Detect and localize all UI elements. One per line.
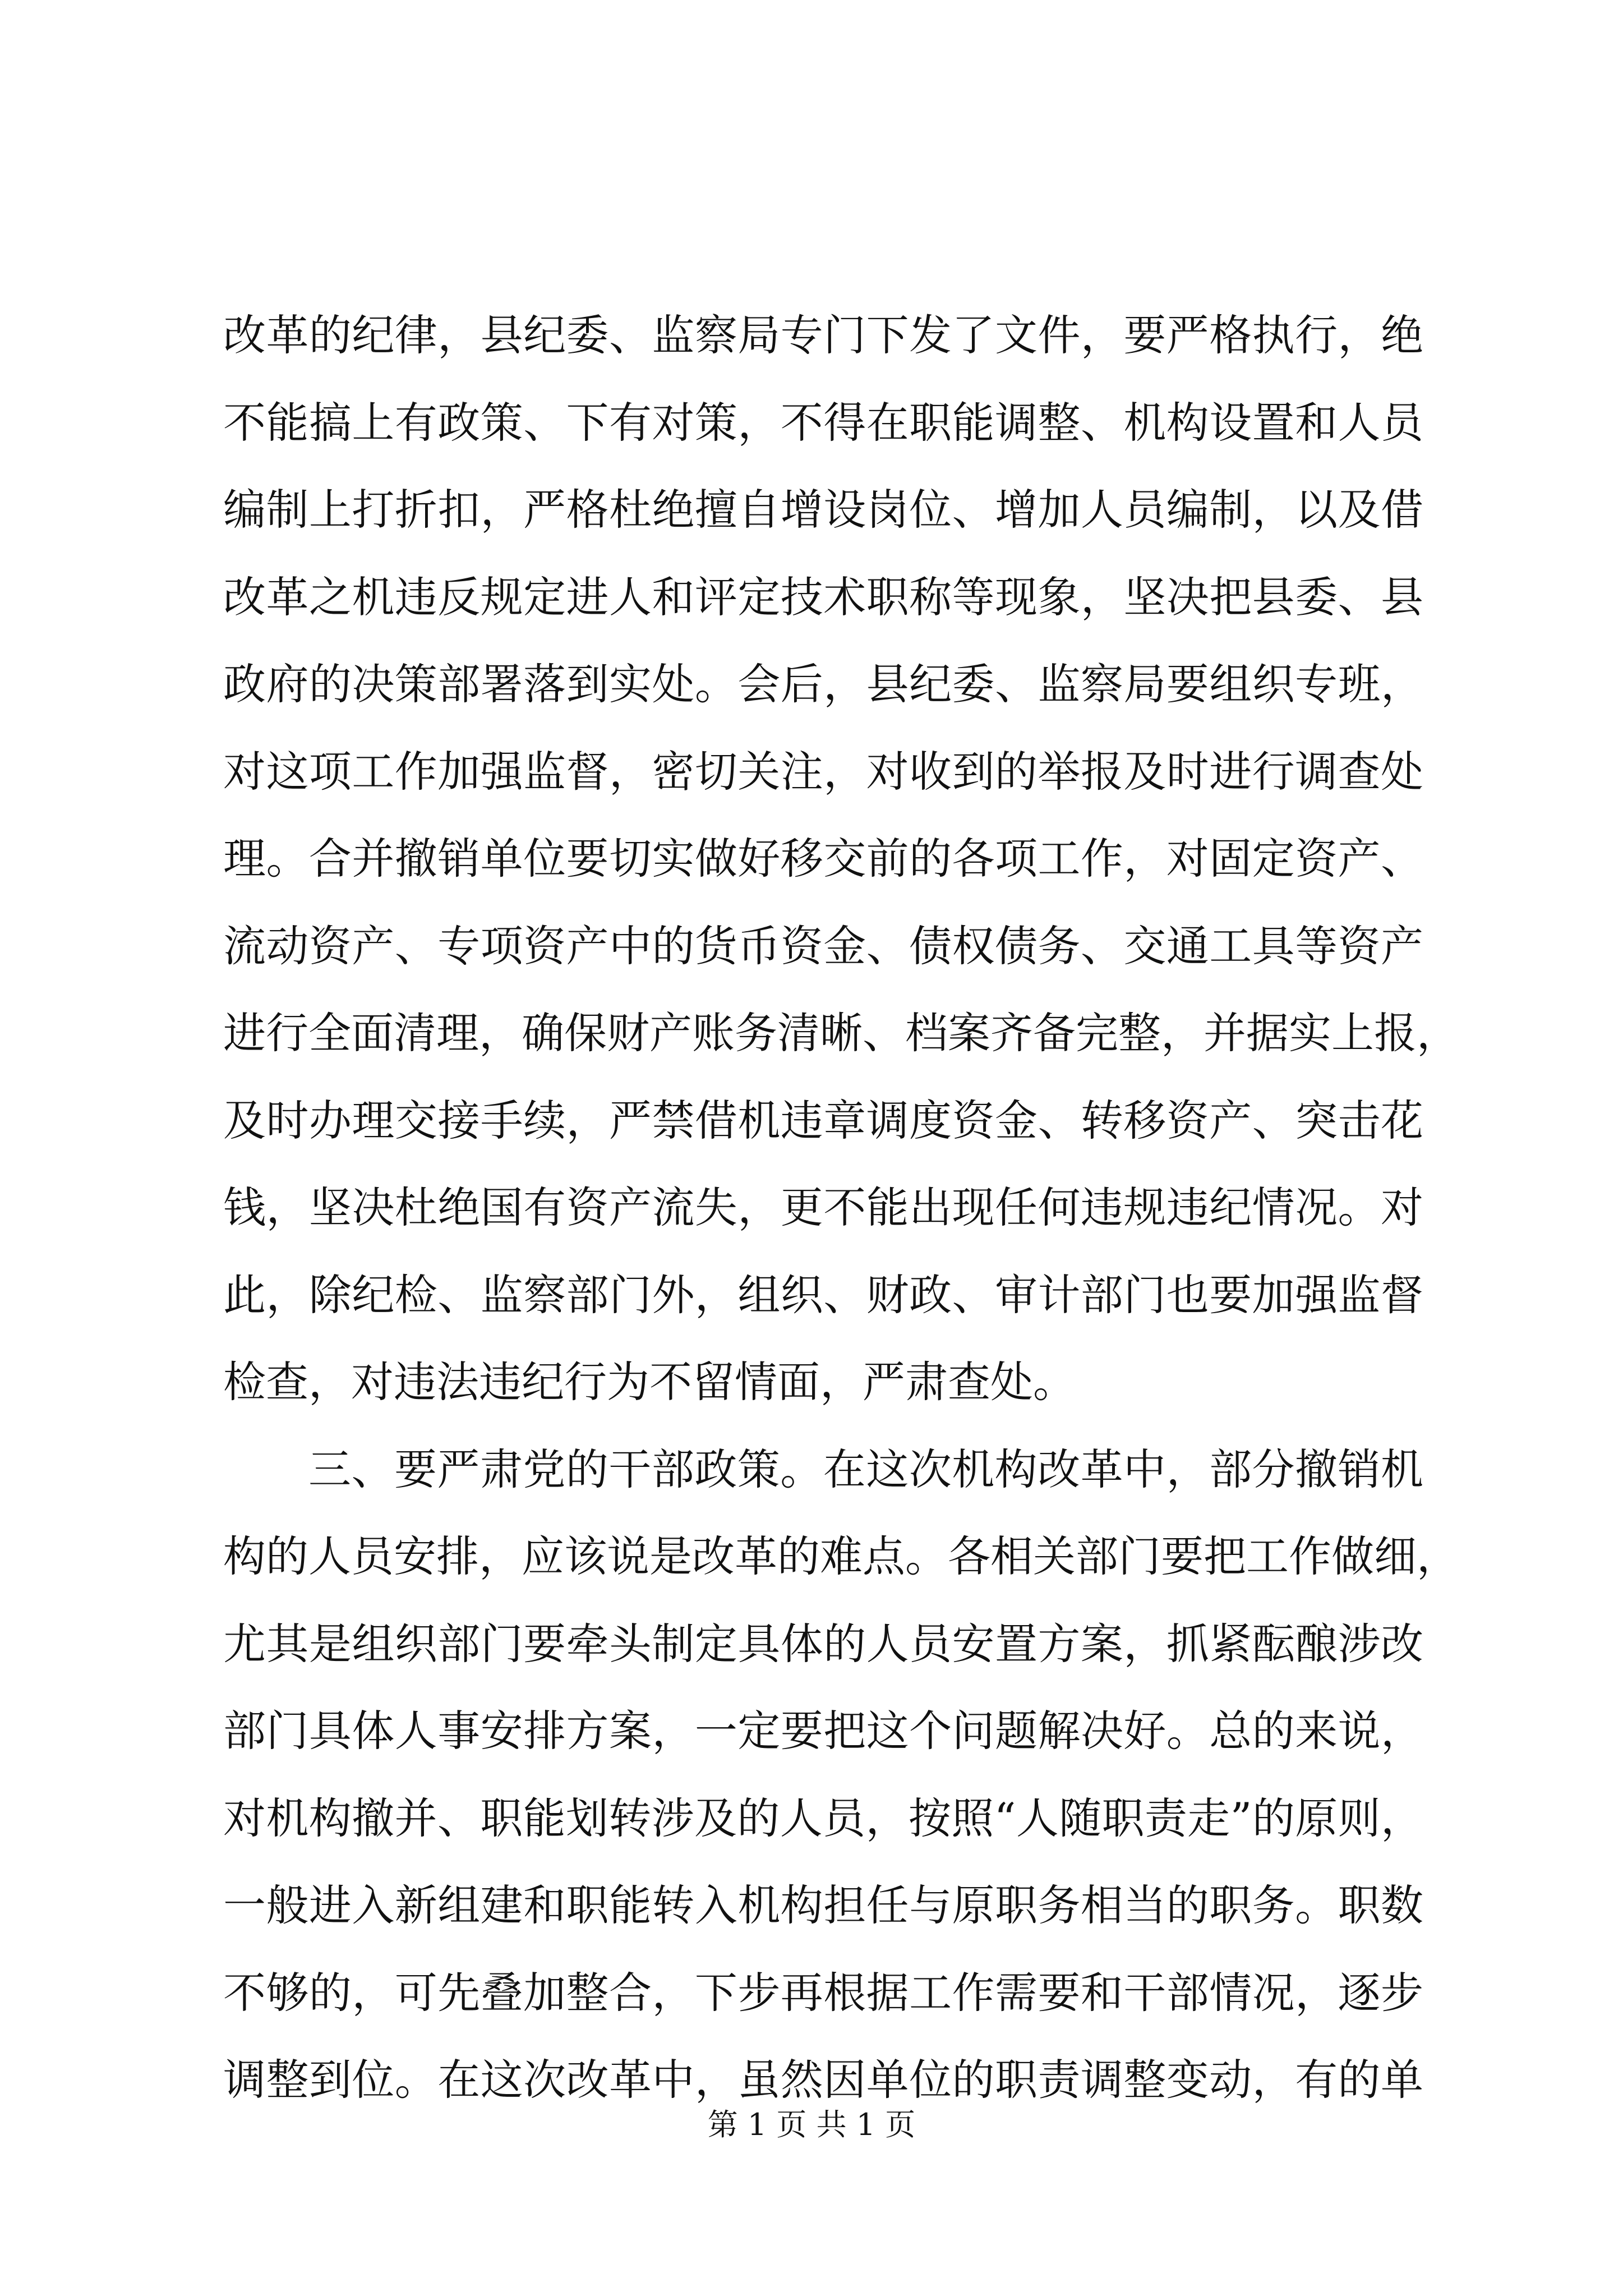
- text-line: 政府的决策部署落到实处。会后，县纪委、监察局要组织专班，: [223, 659, 1423, 709]
- text-line: 一般进入新组建和职能转入机构担任与原职务相当的职务。职数: [223, 1880, 1423, 1930]
- page-number: 第 1 页 共 1 页: [707, 2107, 916, 2142]
- page-footer: [0, 2101, 1623, 2144]
- text-line: 改革之机违反规定进人和评定技术职称等现象，坚决把县委、县: [223, 572, 1423, 622]
- text-line: 三、要严肃党的干部政策。在这次机构改革中，部分撤销机: [308, 1444, 1423, 1494]
- text-line: 流动资产、专项资产中的货币资金、债权债务、交通工具等资产: [223, 921, 1423, 971]
- text-line: 理。合并撤销单位要切实做好移交前的各项工作，对固定资产、: [223, 834, 1423, 884]
- text-line: 此，除纪检、监察部门外，组织、财政、审计部门也要加强监督: [223, 1269, 1423, 1320]
- text-line: 及时办理交接手续，严禁借机违章调度资金、转移资产、突击花: [223, 1095, 1423, 1145]
- document-body: [223, 292, 1459, 2124]
- text-line: 对这项工作加强监督，密切关注，对收到的举报及时进行调查处: [223, 746, 1423, 797]
- text-line: 尤其是组织部门要牵头制定具体的人员安置方案，抓紧酝酿涉改: [223, 1618, 1423, 1669]
- text-line: 检查，对违法违纪行为不留情面，严肃查处。: [223, 1357, 1076, 1407]
- text-line: 不够的，可先叠加整合，下步再根据工作需要和干部情况，逐步: [223, 1967, 1423, 2018]
- text-line: 编制上打折扣，严格杜绝擅自增设岗位、增加人员编制，以及借: [223, 485, 1423, 535]
- text-line: 调整到位。在这次改革中，虽然因单位的职责调整变动，有的单: [223, 2055, 1423, 2105]
- text-line: 钱，坚决杜绝国有资产流失，更不能出现任何违规违纪情况。对: [223, 1182, 1423, 1232]
- text-line: 部门具体人事安排方案，一定要把这个问题解决好。总的来说，: [223, 1706, 1423, 1756]
- text-line: 改革的纪律，县纪委、监察局专门下发了文件，要严格执行，绝: [223, 310, 1423, 360]
- text-line: 对机构撤并、职能划转涉及的人员，按照“人随职责走”的原则，: [223, 1793, 1423, 1843]
- text-line: 不能搞上有政策、下有对策，不得在职能调整、机构设置和人员: [223, 397, 1423, 448]
- text-line: 构的人员安排，应该说是改革的难点。各相关部门要把工作做细，: [223, 1531, 1459, 1581]
- text-line: 进行全面清理，确保财产账务清晰、档案齐备完整，并据实上报，: [223, 1008, 1459, 1058]
